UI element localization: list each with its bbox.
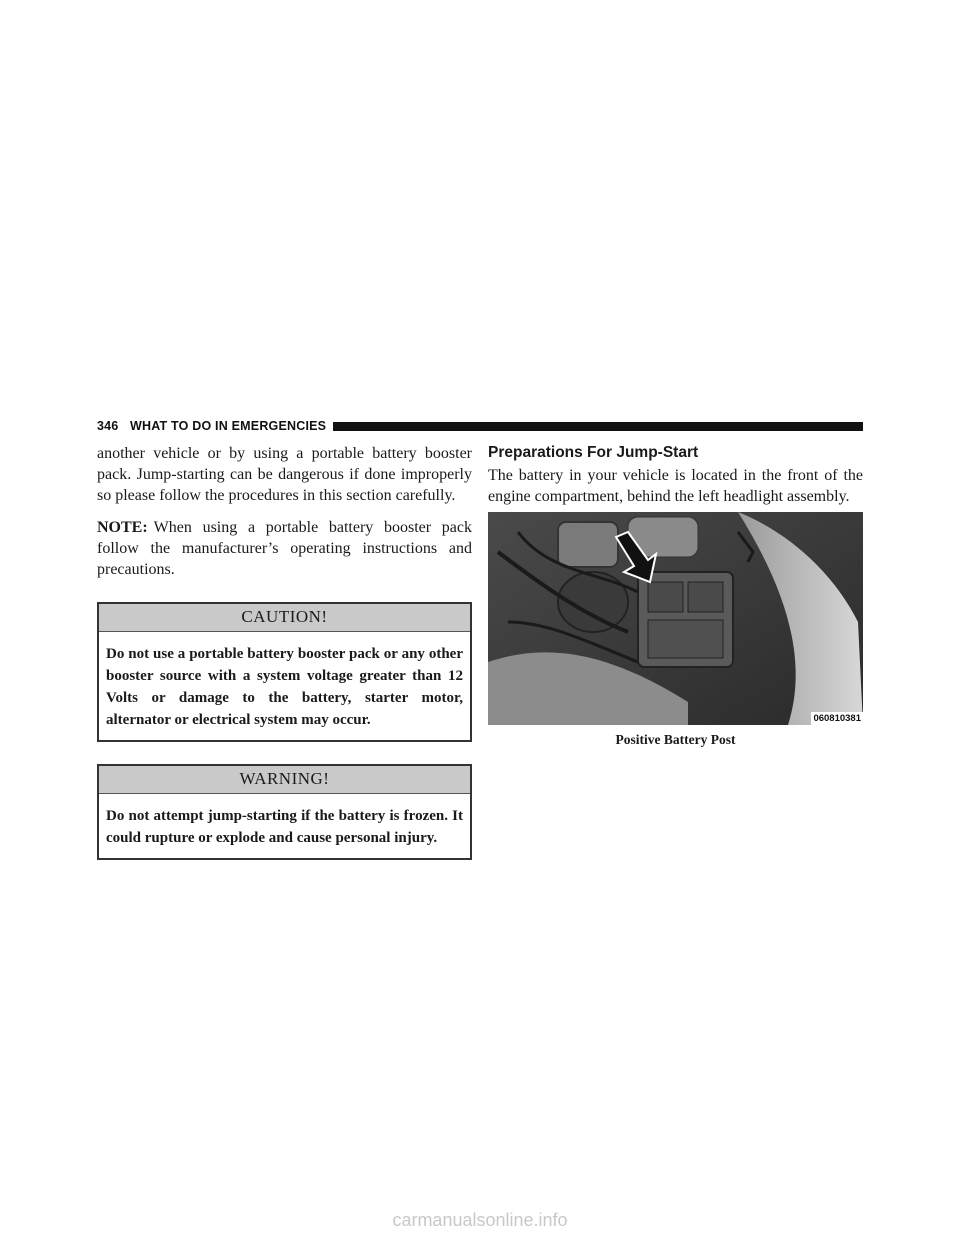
caution-text: Do not use a portable battery booster pack or any other booster source with a system voltage greater than 12 Volts or damage to the battery, starter motor, alternator or electrical system may occur.	[106, 646, 463, 728]
caution-box	[97, 602, 472, 742]
battery-location-paragraph: The battery in your vehicle is located in the front of the engine compartment, behind the left headlight assembly.	[488, 467, 863, 505]
note-label: NOTE:	[97, 519, 148, 536]
page-number: 346	[97, 419, 119, 433]
warning-text: Do not attempt jump-starting if the battery is frozen. It could rupture or explode and cause personal injury.	[106, 808, 463, 846]
left-column	[97, 443, 472, 860]
engine-illustration	[488, 512, 863, 725]
intro-paragraph: another vehicle or by using a portable battery booster pack. Jump-starting can be dangerous if done improperly so please follow the procedures in this section carefully.	[97, 445, 472, 504]
right-column	[488, 443, 863, 748]
figure-caption: Positive Battery Post	[615, 732, 736, 747]
warning-title: WARNING!	[99, 766, 470, 794]
section-heading: Preparations For Jump-Start	[488, 444, 699, 461]
watermark: carmanualsonline.info	[392, 1210, 568, 1230]
warning-box	[97, 764, 472, 860]
caution-title: CAUTION!	[99, 604, 470, 632]
section-title: WHAT TO DO IN EMERGENCIES	[130, 419, 327, 433]
header-rule	[333, 422, 863, 431]
note-paragraph	[97, 517, 472, 580]
figure-id: 060810381	[813, 713, 861, 724]
engine-compartment-photo	[488, 512, 863, 725]
page-header	[97, 418, 863, 436]
note-text: When using a portable battery booster pack follow the manufacturer’s operating instructions and precautions.	[97, 519, 472, 578]
